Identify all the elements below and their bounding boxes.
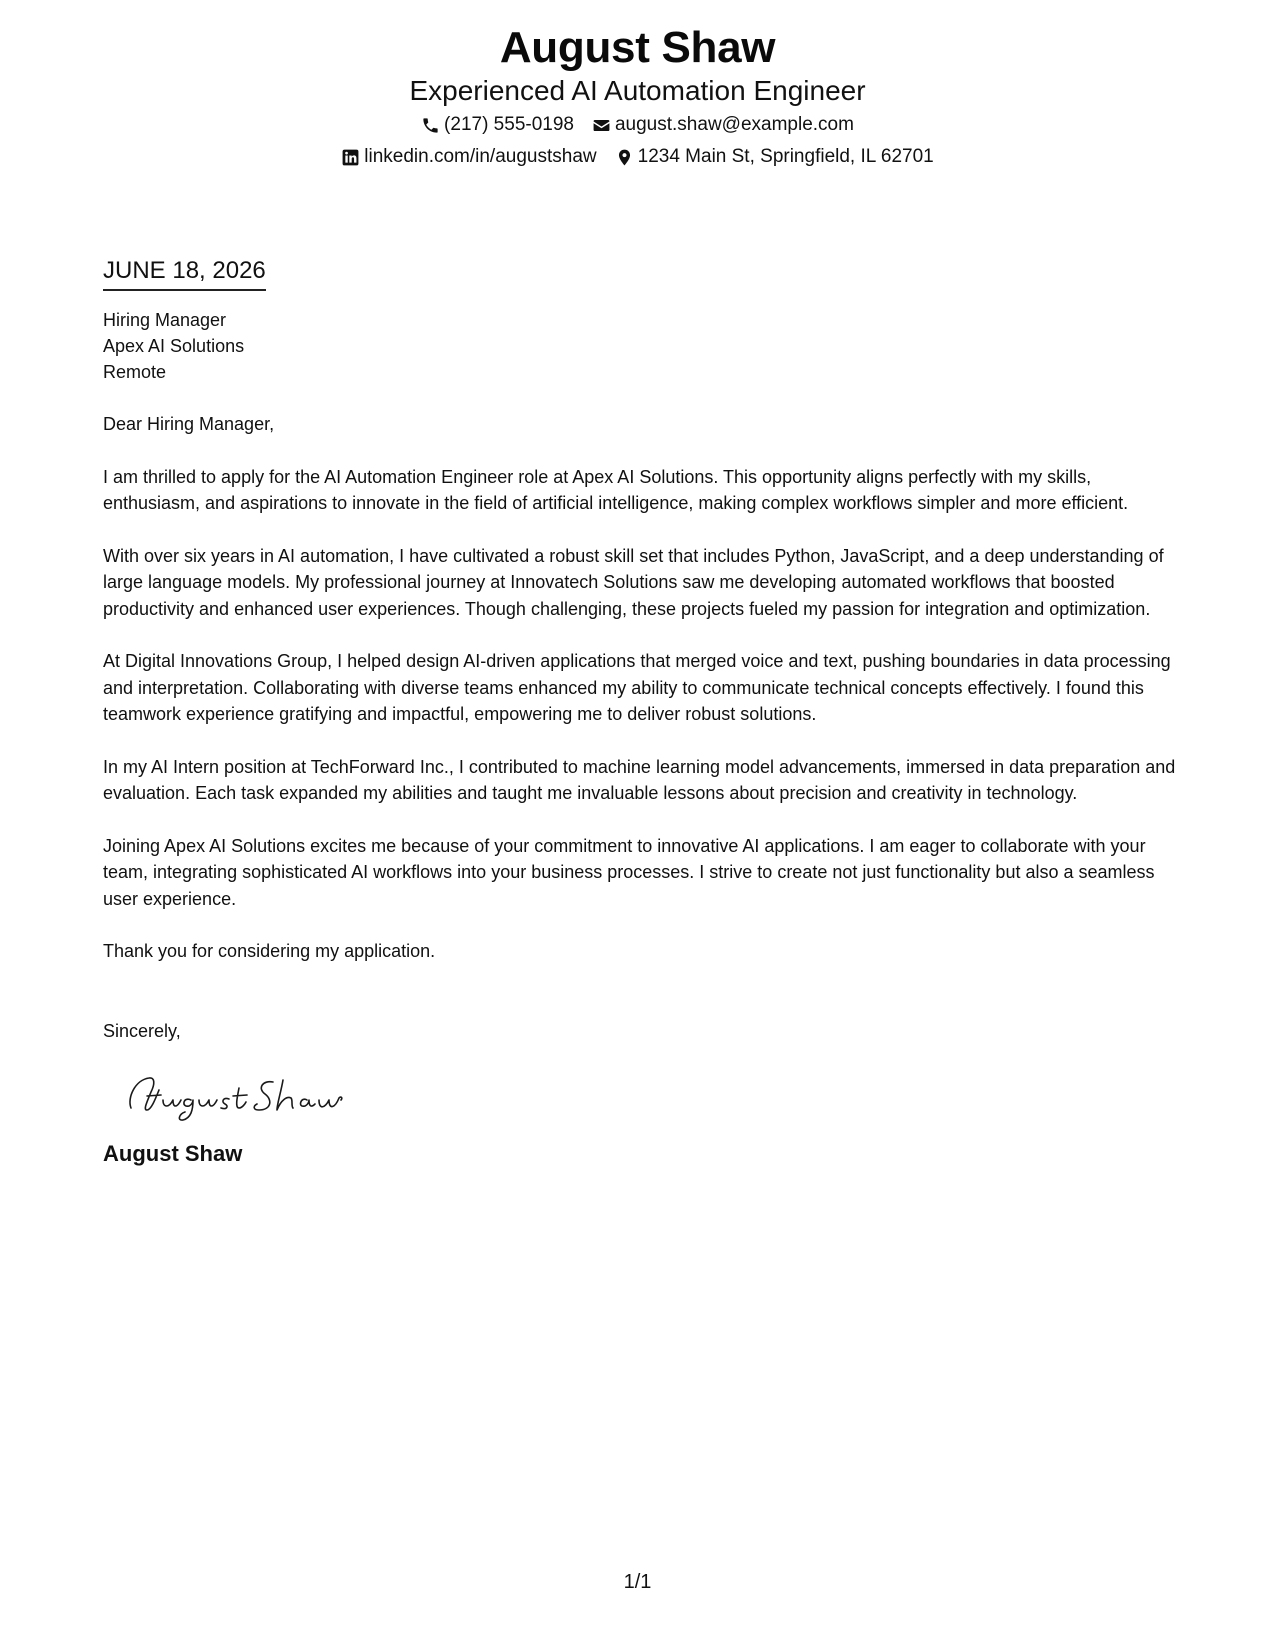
linkedin-text: linkedin.com/in/augustshaw	[364, 146, 597, 167]
recipient-title: Hiring Manager	[103, 310, 227, 330]
recipient-company: Apex AI Solutions	[103, 336, 245, 356]
applicant-name: August Shaw	[499, 23, 776, 72]
body-paragraph: With over six years in AI automation, I have cultivated a robust skill set that includes Python, JavaScript, and a deep understanding of large language models. My professional journey at Innovatech Solutions saw me developing automated workflows that boosted productivity and enhanced user experiences. Though challenging, these projects fueled my passion for integration and optimization.	[103, 545, 1164, 619]
closing-line: Thank you for considering my application.	[103, 941, 436, 961]
linkedin-icon	[341, 148, 360, 167]
contact-row-2	[0, 144, 1275, 170]
phone-icon	[421, 116, 440, 135]
address-text: 1234 Main St, Springfield, IL 62701	[637, 146, 934, 167]
map-marker-icon	[615, 148, 634, 167]
letter-header	[0, 22, 1275, 170]
phone-text: (217) 555-0198	[444, 114, 574, 135]
salutation: Dear Hiring Manager,	[103, 414, 275, 434]
contact-linkedin	[341, 144, 596, 170]
page-number: 1/1	[623, 1571, 652, 1593]
letter-date: JUNE 18, 2026	[103, 255, 266, 291]
signature-image	[125, 1066, 355, 1126]
body-paragraph: At Digital Innovations Group, I helped design AI-driven applications that merged voice and text, pushing boundaries in data processing and interpretation. Collaborating with diverse teams enhanced my ability to communicate technical concepts effectively. I found this teamwork experience gratifying and impactful, empowering me to deliver robust solutions.	[103, 651, 1171, 724]
letter-body	[103, 255, 1178, 1168]
contact-address	[615, 144, 934, 170]
contact-email	[592, 112, 854, 138]
recipient-block	[103, 307, 1178, 385]
body-paragraph: In my AI Intern position at TechForward Inc., I contributed to machine learning model advancements, immersed in data preparation and evaluation. Each task expanded my abilities and taught me invaluable lessons about precision and creativity in technology.	[103, 756, 1176, 803]
body-paragraph: I am thrilled to apply for the AI Automation Engineer role at Apex AI Solutions. This opportunity aligns perfectly with my skills, enthusiasm, and aspirations to innovate in the field of artificial intelligence, making complex workflows simpler and more efficient.	[103, 466, 1129, 513]
signer-name: August Shaw	[103, 1141, 243, 1166]
envelope-icon	[592, 116, 611, 135]
contact-row-1	[0, 112, 1275, 138]
body-paragraph: Joining Apex AI Solutions excites me because of your commitment to innovative AI applications. I am eager to collaborate with your team, integrating sophisticated AI workflows into your business processes. I strive to create not just functionality but also a seamless user experience.	[103, 835, 1155, 909]
handwritten-signature	[125, 1066, 355, 1126]
contact-phone	[421, 112, 574, 138]
email-text: august.shaw@example.com	[614, 114, 854, 135]
signoff: Sincerely,	[103, 1020, 181, 1041]
applicant-headline: Experienced AI Automation Engineer	[409, 75, 866, 106]
recipient-location: Remote	[103, 362, 167, 382]
